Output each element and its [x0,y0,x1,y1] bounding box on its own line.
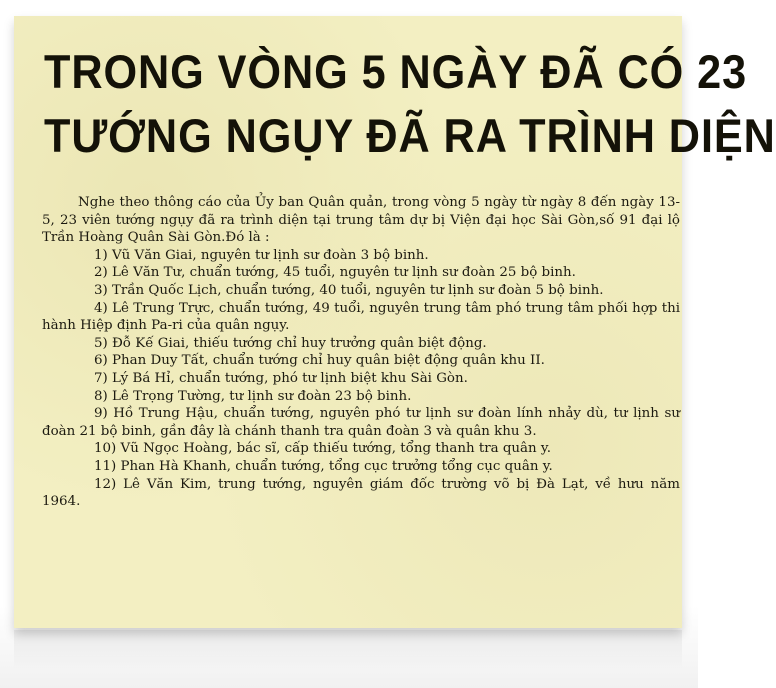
list-item: 6) Phan Duy Tất, chuẩn tướng chỉ huy quân biệt động quân khu II. [94,353,545,369]
list-item: 9) Hồ Trung Hậu, chuẩn tướng, nguyên phó tư lịnh sư đoàn lính nhảy dù, tư lịnh sư đoàn 21 bộ binh, gần đây là chánh thanh tra quân đoàn 3 và quân khu 3. [42,406,680,439]
list-item: 3) Trần Quốc Lịch, chuẩn tướng, 40 tuổi, nguyên tư lịnh sư đoàn 5 bộ binh. [94,282,604,298]
headline-line-2: TƯỚNG NGỤY ĐÃ RA TRÌNH DIỆN [44,109,776,162]
headline-line-1: TRONG VÒNG 5 NGÀY ĐÃ CÓ 23 [44,45,748,98]
list-item: 7) Lý Bá Hỉ, chuẩn tướng, phó tư lịnh biệt khu Sài Gòn. [94,370,468,386]
newspaper-clipping [14,16,776,628]
article-body [42,194,680,511]
list-item: 12) Lê Văn Kim, trung tướng, nguyên giám đốc trường võ bị Đà Lạt, về hưu năm 1964. [42,476,680,510]
list-item: 2) Lê Văn Tư, chuẩn tướng, 45 tuổi, nguyên tư lịnh sư đoàn 25 bộ binh. [94,265,576,281]
list-item: 1) Vũ Văn Giai, nguyên tư lịnh sư đoàn 3 bộ binh. [94,247,429,263]
clipping-reflection [14,630,682,670]
list-item: 4) Lê Trung Trực, chuẩn tướng, 49 tuổi, nguyên trung tâm phó trung tâm phối hợp thi hành Hiệp định Pa-ri của quân ngụy. [42,300,680,334]
article-intro: Nghe theo thông cáo của Ủy ban Quân quản, trong vòng 5 ngày từ ngày 8 đến ngày 13-5, 23 viên tướng ngụy đã ra trình diện tại trung tâm dự bị Viện đại học Sài Gòn,số 91 đại lộ Trần Hoàng Quân Sài Gòn.Đó là : [42,195,680,246]
list-item: 8) Lê Trọng Tường, tư lịnh sư đoàn 23 bộ binh. [94,388,412,404]
list-item: 5) Đỗ Kế Giai, thiếu tướng chỉ huy trưởng quân biệt động. [94,335,487,351]
headline [44,40,776,168]
list-item: 10) Vũ Ngọc Hoàng, bác sĩ, cấp thiếu tướng, tổng thanh tra quân y. [94,441,551,457]
list-item: 11) Phan Hà Khanh, chuẩn tướng, tổng cục trưởng tổng cục quân y. [94,458,553,474]
